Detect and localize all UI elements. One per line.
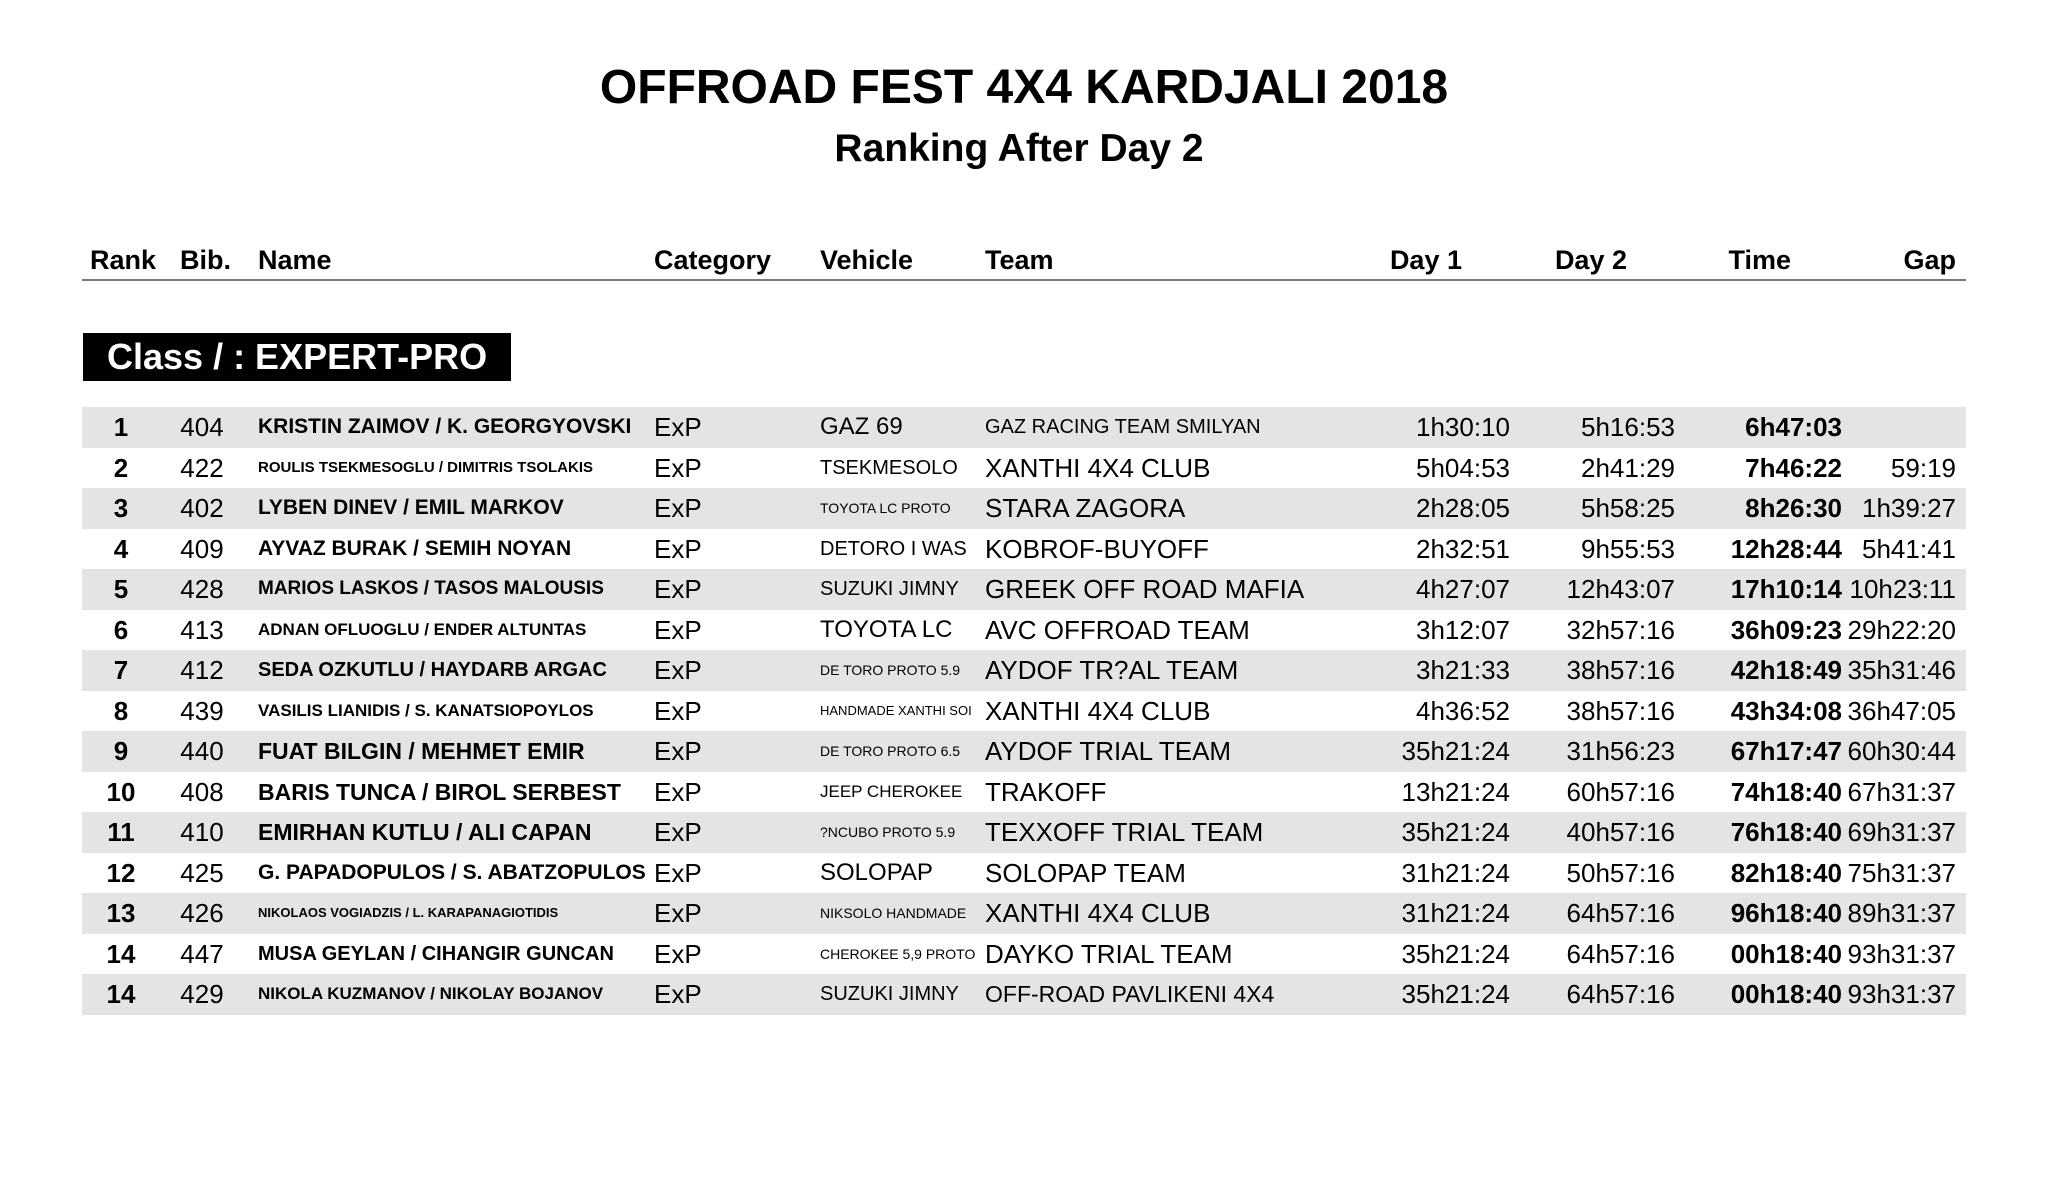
category-cell: ExP bbox=[654, 614, 702, 645]
vehicle-cell: TOYOTA LC PROTO bbox=[820, 500, 951, 516]
table-row bbox=[82, 893, 1966, 934]
day2-cell: 38h57:16 bbox=[1566, 655, 1675, 685]
bib-cell: 404 bbox=[180, 412, 224, 442]
gap-cell: 29h22:20 bbox=[1847, 614, 1956, 645]
table-row bbox=[82, 488, 1966, 529]
table-row bbox=[82, 691, 1966, 732]
day1-cell: 2h32:51 bbox=[1416, 533, 1510, 564]
vehicle-cell: JEEP CHEROKEE bbox=[820, 781, 963, 801]
bib-cell: 412 bbox=[180, 655, 224, 685]
vehicle-cell: DE TORO PROTO 6.5 bbox=[820, 743, 961, 759]
category-cell: ExP bbox=[654, 655, 702, 685]
team-cell: SOLOPAP TEAM bbox=[985, 857, 1186, 888]
rank-cell: 14 bbox=[106, 979, 136, 1009]
name-cell: ADNAN OFLUOGLU / ENDER ALTUNTAS bbox=[258, 619, 587, 639]
vehicle-cell: NIKSOLO HANDMADE bbox=[820, 905, 967, 921]
team-cell: KOBROF-BUYOFF bbox=[985, 533, 1209, 564]
day2-cell: 64h57:16 bbox=[1566, 938, 1675, 969]
day2-cell: 50h57:16 bbox=[1566, 857, 1675, 888]
header-rank: Rank bbox=[90, 245, 157, 275]
gap-cell: 67h31:37 bbox=[1847, 776, 1956, 807]
vehicle-cell: CHEROKEE 5,9 PROTO bbox=[820, 945, 976, 962]
bib-cell: 426 bbox=[180, 898, 224, 928]
time-cell: 7h46:22 bbox=[1745, 452, 1842, 483]
name-cell: G. PAPADOPULOS / S. ABATZOPULOS bbox=[258, 860, 646, 884]
header-divider bbox=[82, 279, 1966, 281]
bib-cell: 408 bbox=[180, 776, 224, 807]
day1-cell: 4h36:52 bbox=[1416, 695, 1510, 726]
category-cell: ExP bbox=[654, 574, 702, 604]
time-cell: 6h47:03 bbox=[1745, 412, 1842, 442]
day1-cell: 2h28:05 bbox=[1416, 493, 1510, 523]
table-row bbox=[82, 610, 1966, 651]
header-vehicle: Vehicle bbox=[820, 245, 914, 275]
name-cell: NIKOLA KUZMANOV / NIKOLAY BOJANOV bbox=[258, 984, 604, 1003]
team-cell: GREEK OFF ROAD MAFIA bbox=[985, 574, 1305, 604]
header-name: Name bbox=[258, 245, 332, 275]
day2-cell: 60h57:16 bbox=[1566, 776, 1675, 807]
time-cell: 96h18:40 bbox=[1730, 898, 1842, 928]
bib-cell: 409 bbox=[180, 533, 224, 564]
name-cell: MARIOS LASKOS / TASOS MALOUSIS bbox=[258, 578, 604, 599]
day1-cell: 3h21:33 bbox=[1416, 655, 1510, 685]
category-cell: ExP bbox=[654, 817, 702, 847]
rank-cell: 8 bbox=[113, 695, 129, 726]
day1-cell: 35h21:24 bbox=[1401, 979, 1510, 1009]
bib-cell: 413 bbox=[180, 614, 224, 645]
category-cell: ExP bbox=[654, 493, 702, 523]
name-cell: AYVAZ BURAK / SEMIH NOYAN bbox=[258, 536, 572, 560]
gap-cell: 75h31:37 bbox=[1847, 857, 1956, 888]
name-cell: NIKOLAOS VOGIADZIS / L. KARAPANAGIOTIDIS bbox=[258, 905, 559, 920]
gap-cell: 60h30:44 bbox=[1847, 736, 1956, 766]
bib-cell: 428 bbox=[180, 574, 224, 604]
name-cell: FUAT BILGIN / MEHMET EMIR bbox=[258, 738, 585, 764]
gap-cell: 59:19 bbox=[1890, 452, 1956, 483]
bib-cell: 440 bbox=[180, 736, 224, 766]
day2-cell: 2h41:29 bbox=[1581, 452, 1675, 483]
name-cell: KRISTIN ZAIMOV / K. GEORGYOVSKI bbox=[258, 415, 632, 438]
vehicle-cell: DE TORO PROTO 5.9 bbox=[820, 662, 961, 678]
name-cell: ROULIS TSEKMESOGLU / DIMITRIS TSOLAKIS bbox=[258, 458, 594, 476]
table-row bbox=[82, 974, 1966, 1015]
day1-cell: 13h21:24 bbox=[1401, 776, 1510, 807]
day1-cell: 35h21:24 bbox=[1401, 817, 1510, 847]
category-cell: ExP bbox=[654, 452, 702, 483]
day1-cell: 35h21:24 bbox=[1401, 736, 1510, 766]
day2-cell: 32h57:16 bbox=[1566, 614, 1675, 645]
vehicle-cell: DETORO I WAS bbox=[820, 537, 967, 560]
bib-cell: 439 bbox=[180, 695, 224, 726]
table-row bbox=[82, 772, 1966, 813]
time-cell: 43h34:08 bbox=[1730, 695, 1842, 726]
team-cell: XANTHI 4X4 CLUB bbox=[985, 695, 1211, 726]
header-gap: Gap bbox=[1903, 245, 1956, 275]
gap-cell: 93h31:37 bbox=[1847, 938, 1956, 969]
table-header bbox=[0, 240, 2048, 280]
category-cell: ExP bbox=[654, 776, 702, 807]
table-row bbox=[82, 812, 1966, 853]
team-cell: XANTHI 4X4 CLUB bbox=[985, 898, 1211, 928]
team-cell: DAYKO TRIAL TEAM bbox=[985, 938, 1233, 969]
day2-cell: 40h57:16 bbox=[1566, 817, 1675, 847]
vehicle-cell: TOYOTA LC bbox=[820, 615, 953, 643]
rank-cell: 3 bbox=[113, 493, 129, 523]
vehicle-cell: HANDMADE XANTHI SOI bbox=[820, 702, 972, 718]
team-cell: AYDOF TRIAL TEAM bbox=[985, 736, 1232, 766]
time-cell: 00h18:40 bbox=[1730, 979, 1842, 1009]
name-cell: SEDA OZKUTLU / HAYDARB ARGAC bbox=[258, 659, 607, 681]
vehicle-cell: TSEKMESOLO bbox=[820, 456, 958, 479]
day2-cell: 64h57:16 bbox=[1566, 979, 1675, 1009]
bib-cell: 422 bbox=[180, 452, 224, 483]
table-row bbox=[82, 650, 1966, 691]
header-day1: Day 1 bbox=[1389, 245, 1462, 275]
day1-cell: 3h12:07 bbox=[1416, 614, 1510, 645]
header-day2: Day 2 bbox=[1554, 245, 1627, 275]
category-cell: ExP bbox=[654, 412, 702, 442]
category-cell: ExP bbox=[654, 979, 702, 1009]
team-cell: AVC OFFROAD TEAM bbox=[985, 614, 1250, 645]
gap-cell: 1h39:27 bbox=[1862, 493, 1956, 523]
day2-cell: 5h58:25 bbox=[1581, 493, 1675, 523]
name-cell: MUSA GEYLAN / CIHANGIR GUNCAN bbox=[258, 942, 614, 965]
time-cell: 82h18:40 bbox=[1730, 857, 1842, 888]
team-cell: AYDOF TR?AL TEAM bbox=[985, 655, 1239, 685]
vehicle-cell: GAZ 69 bbox=[820, 413, 903, 440]
table-row bbox=[82, 569, 1966, 610]
rank-cell: 11 bbox=[107, 817, 135, 847]
ranking-table bbox=[82, 407, 1966, 1015]
day1-cell: 4h27:07 bbox=[1416, 574, 1510, 604]
time-cell: 00h18:40 bbox=[1730, 938, 1842, 969]
gap-cell: 36h47:05 bbox=[1847, 695, 1956, 726]
day2-cell: 64h57:16 bbox=[1566, 898, 1675, 928]
team-cell: GAZ RACING TEAM SMILYAN bbox=[985, 416, 1261, 438]
rank-cell: 7 bbox=[113, 655, 129, 685]
category-cell: ExP bbox=[654, 533, 702, 564]
vehicle-cell: SUZUKI JIMNY bbox=[820, 578, 959, 600]
bib-cell: 447 bbox=[180, 938, 224, 969]
day2-cell: 31h56:23 bbox=[1566, 736, 1675, 766]
header-time: Time bbox=[1728, 245, 1791, 275]
gap-cell: 69h31:37 bbox=[1847, 817, 1956, 847]
rank-cell: 13 bbox=[106, 898, 136, 928]
gap-cell: 89h31:37 bbox=[1847, 898, 1956, 928]
team-cell: TEXXOFF TRIAL TEAM bbox=[985, 817, 1264, 847]
page-title: OFFROAD FEST 4X4 KARDJALI 2018 bbox=[599, 61, 1449, 114]
header-bib: Bib. bbox=[180, 245, 231, 275]
page-subtitle: Ranking After Day 2 bbox=[834, 127, 1204, 170]
bib-cell: 429 bbox=[180, 979, 224, 1009]
day1-cell: 35h21:24 bbox=[1401, 938, 1510, 969]
day2-cell: 9h55:53 bbox=[1581, 533, 1675, 564]
rank-cell: 12 bbox=[106, 857, 136, 888]
day1-cell: 1h30:10 bbox=[1416, 412, 1510, 442]
rank-cell: 10 bbox=[106, 776, 136, 807]
day2-cell: 12h43:07 bbox=[1566, 574, 1675, 604]
header-team: Team bbox=[985, 245, 1054, 275]
bib-cell: 410 bbox=[180, 817, 224, 847]
category-cell: ExP bbox=[654, 857, 702, 888]
vehicle-cell: SOLOPAP bbox=[820, 858, 933, 886]
name-cell: BARIS TUNCA / BIROL SERBEST bbox=[258, 778, 621, 805]
day2-cell: 5h16:53 bbox=[1581, 412, 1675, 442]
class-banner: Class / : EXPERT-PRO bbox=[83, 333, 511, 381]
table-row bbox=[82, 853, 1966, 894]
table-row bbox=[82, 407, 1966, 448]
vehicle-cell: ?NCUBO PROTO 5.9 bbox=[820, 824, 956, 840]
rank-cell: 4 bbox=[113, 533, 129, 564]
header-category: Category bbox=[654, 245, 772, 275]
day1-cell: 31h21:24 bbox=[1401, 898, 1510, 928]
bib-cell: 402 bbox=[180, 493, 224, 523]
name-cell: LYBEN DINEV / EMIL MARKOV bbox=[258, 496, 564, 519]
name-cell: EMIRHAN KUTLU / ALI CAPAN bbox=[258, 819, 592, 845]
category-cell: ExP bbox=[654, 695, 702, 726]
gap-cell: 93h31:37 bbox=[1847, 979, 1956, 1009]
table-row bbox=[82, 448, 1966, 489]
day1-cell: 5h04:53 bbox=[1416, 452, 1510, 483]
rank-cell: 1 bbox=[113, 412, 129, 442]
table-row bbox=[82, 934, 1966, 975]
bib-cell: 425 bbox=[180, 857, 224, 888]
category-cell: ExP bbox=[654, 736, 702, 766]
gap-cell: 5h41:41 bbox=[1862, 533, 1956, 564]
time-cell: 8h26:30 bbox=[1745, 493, 1842, 523]
time-cell: 17h10:14 bbox=[1730, 574, 1842, 604]
category-cell: ExP bbox=[654, 898, 702, 928]
rank-cell: 9 bbox=[113, 736, 129, 766]
team-cell: OFF-ROAD PAVLIKENI 4X4 bbox=[985, 981, 1275, 1007]
day1-cell: 31h21:24 bbox=[1401, 857, 1510, 888]
time-cell: 36h09:23 bbox=[1730, 614, 1842, 645]
day2-cell: 38h57:16 bbox=[1566, 695, 1675, 726]
team-cell: XANTHI 4X4 CLUB bbox=[985, 452, 1211, 483]
rank-cell: 5 bbox=[113, 574, 129, 604]
gap-cell: 35h31:46 bbox=[1847, 655, 1956, 685]
time-cell: 42h18:49 bbox=[1730, 655, 1842, 685]
rank-cell: 14 bbox=[106, 938, 136, 969]
time-cell: 12h28:44 bbox=[1730, 533, 1842, 564]
table-row bbox=[82, 731, 1966, 772]
rank-cell: 2 bbox=[113, 452, 129, 483]
team-cell: STARA ZAGORA bbox=[985, 493, 1186, 523]
time-cell: 74h18:40 bbox=[1730, 776, 1842, 807]
name-cell: VASILIS LIANIDIS / S. KANATSIOPOYLOS bbox=[258, 700, 594, 720]
category-cell: ExP bbox=[654, 938, 702, 969]
team-cell: TRAKOFF bbox=[985, 776, 1107, 807]
time-cell: 67h17:47 bbox=[1730, 736, 1842, 766]
rank-cell: 6 bbox=[113, 614, 129, 645]
table-row bbox=[82, 529, 1966, 570]
vehicle-cell: SUZUKI JIMNY bbox=[820, 983, 959, 1005]
gap-cell: 10h23:11 bbox=[1849, 574, 1956, 604]
time-cell: 76h18:40 bbox=[1730, 817, 1842, 847]
